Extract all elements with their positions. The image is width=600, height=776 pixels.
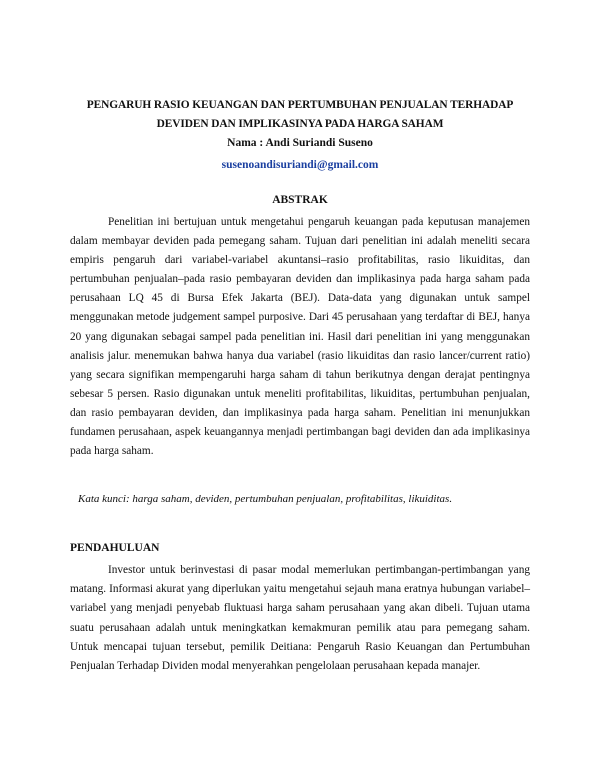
title-line-2: DEVIDEN DAN IMPLIKASINYA PADA HARGA SAHAM bbox=[156, 118, 444, 130]
abstract-paragraph: Penelitian ini bertujuan untuk mengetahui pengaruh keuangan pada keputusan manajemen dalam membayar deviden pada pemegang saham. Tujuan dari penelitian ini adalah meneliti secara empiris pengaruh dari variabel-variabel akuntansi–rasio profitabilitas, rasio likuiditas, dan pertumbuhan penjualan–pada rasio pembayaran deviden dan implikasinya pada harga saham pada perusahaan LQ 45 di Bursa Efek Jakarta (BEJ). Data-data yang digunakan untuk sampel menggunakan metode judgement sampel purposive. Dari 45 perusahaan yang terdaftar di BEJ, hanya 20 yang digunakan sebagai sampel pada penelitian ini. Hasil dari penelitian ini yang menggunakan analisis jalur. menemukan bahwa hanya dua variabel (rasio likuiditas dan rasio lancer/current ratio) yang secara signifikan mempengaruhi harga saham di tahun berikutnya dengan derajat pentingnya sebesar 5 persen. Rasio digunakan untuk meneliti profitabilitas, likuiditas, pertumbuhan penjualan, dan rasio pembayaran deviden, dan implikasinya pada harga saham. Penelitian ini menunjukkan fundamen perusahaan, aspek keuangannya menjadi pertimbangan bagi deviden dan ada implikasinya pada harga saham. bbox=[70, 216, 530, 458]
intro-paragraph: Investor untuk berinvestasi di pasar modal memerlukan pertimbangan-pertimbangan yang matang. Informasi akurat yang diperlukan yaitu mengetahui sejauh mana eratnya hubungan variabel–variabel yang menjadi penyebab fluktuasi harga saham perusahaan yang akan dibeli. Tujuan utama suatu perusahaan adalah untuk meningkatkan kemakmuran pemilik atau para pemegang saham. Untuk mencapai tujuan tersebut, pemilik Deitiana: Pengaruh Rasio Keuangan dan Pertumbuhan Penjualan Terhadap Dividen modal menyerahkan pengelolaan perusahaan kepada manajer. bbox=[70, 564, 530, 672]
author-email: susenoandisuriandi@gmail.com bbox=[221, 159, 379, 171]
keywords: Kata kunci: harga saham, deviden, pertumbuhan penjualan, profitabilitas, likuiditas. bbox=[78, 493, 453, 506]
author-name: Nama : Andi Suriandi Suseno bbox=[227, 137, 373, 149]
title-line-1: PENGARUH RASIO KEUANGAN DAN PERTUMBUHAN PENJUALAN TERHADAP bbox=[86, 99, 514, 111]
abstract-heading: ABSTRAK bbox=[272, 194, 328, 206]
section-heading-pendahuluan: PENDAHULUAN bbox=[70, 542, 160, 555]
paper-title bbox=[70, 96, 530, 134]
